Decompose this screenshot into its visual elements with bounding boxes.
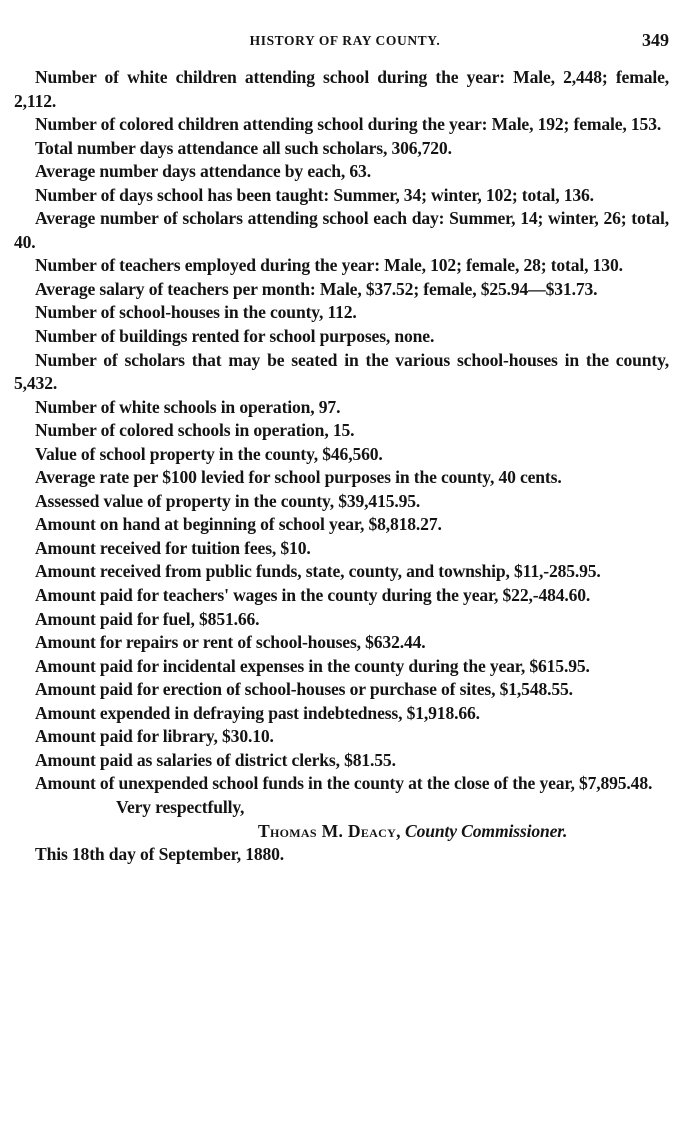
running-title: HISTORY OF RAY COUNTY. — [249, 33, 441, 48]
paragraph-total-days-attendance: Total number days attendance all such scholars, 306,720. — [35, 137, 452, 158]
paragraph-repairs: Amount for repairs or rent of school-houses, $632.44. — [35, 632, 426, 653]
paragraph-incidental-expenses: Amount paid for incidental expenses in the county during the year, $615.95. — [35, 655, 590, 676]
paragraph-library: Amount paid for library, $30.10. — [35, 726, 274, 747]
paragraph-average-scholars: Average number of scholars attending school each day: Summer, 14; winter, 26; total, 40. — [14, 208, 669, 252]
paragraph-school-property-value: Value of school property in the county, $46,560. — [35, 443, 383, 464]
paragraph-district-clerks: Amount paid as salaries of district clerks, $81.55. — [35, 749, 396, 770]
paragraph-average-rate: Average rate per $100 levied for school purposes in the county, 40 cents. — [35, 467, 562, 488]
paragraph-unexpended-funds: Amount of unexpended school funds in the county at the close of the year, $7,895.48. — [35, 773, 653, 794]
body-text — [14, 66, 669, 867]
paragraph-public-funds: Amount received from public funds, state, county, and township, $11,-285.95. — [35, 561, 601, 582]
paragraph-colored-children: Number of colored children attending school during the year: Male, 192; female, 153. — [35, 114, 662, 135]
paragraph-colored-schools: Number of colored schools in operation, 15. — [35, 420, 355, 441]
paragraph-days-taught: Number of days school has been taught: Summer, 34; winter, 102; total, 136. — [35, 184, 594, 205]
paragraph-amount-on-hand: Amount on hand at beginning of school year, $8,818.27. — [35, 514, 442, 535]
paragraph-past-indebtedness: Amount expended in defraying past indebtedness, $1,918.66. — [35, 702, 480, 723]
paragraph-white-schools: Number of white schools in operation, 97. — [35, 396, 341, 417]
page-number: 349 — [642, 30, 669, 50]
paragraph-fuel: Amount paid for fuel, $851.66. — [35, 608, 260, 629]
paragraph-teachers-employed: Number of teachers employed during the year: Male, 102; female, 28; total, 130. — [35, 255, 623, 276]
signer-title: County Commissioner. — [405, 820, 568, 841]
paragraph-tuition-fees: Amount received for tuition fees, $10. — [35, 537, 311, 558]
salutation: Very respectfully, — [116, 796, 245, 817]
running-head — [0, 30, 690, 52]
paragraph-scholars-seated: Number of scholars that may be seated in the various school-houses in the county, 5,432. — [14, 349, 669, 394]
signer-name: Thomas M. Deacy, — [258, 820, 401, 841]
paragraph-teachers-wages: Amount paid for teachers' wages in the county during the year, $22,-484.60. — [35, 585, 591, 606]
date-line: This 18th day of September, 1880. — [35, 844, 285, 865]
signature — [14, 820, 669, 844]
paragraph-average-salary: Average salary of teachers per month: Male, $37.52; female, $25.94—$31.73. — [35, 278, 598, 299]
paragraph-white-children: Number of white children attending school during the year: Male, 2,448; female, 2,112. — [14, 67, 669, 111]
paragraph-erection-sites: Amount paid for erection of school-houses or purchase of sites, $1,548.55. — [35, 679, 573, 700]
paragraph-average-days-attendance: Average number days attendance by each, 63. — [35, 161, 371, 182]
paragraph-assessed-value: Assessed value of property in the county, $39,415.95. — [35, 490, 421, 511]
paragraph-school-houses: Number of school-houses in the county, 112. — [35, 302, 357, 323]
paragraph-buildings-rented: Number of buildings rented for school purposes, none. — [35, 326, 435, 347]
